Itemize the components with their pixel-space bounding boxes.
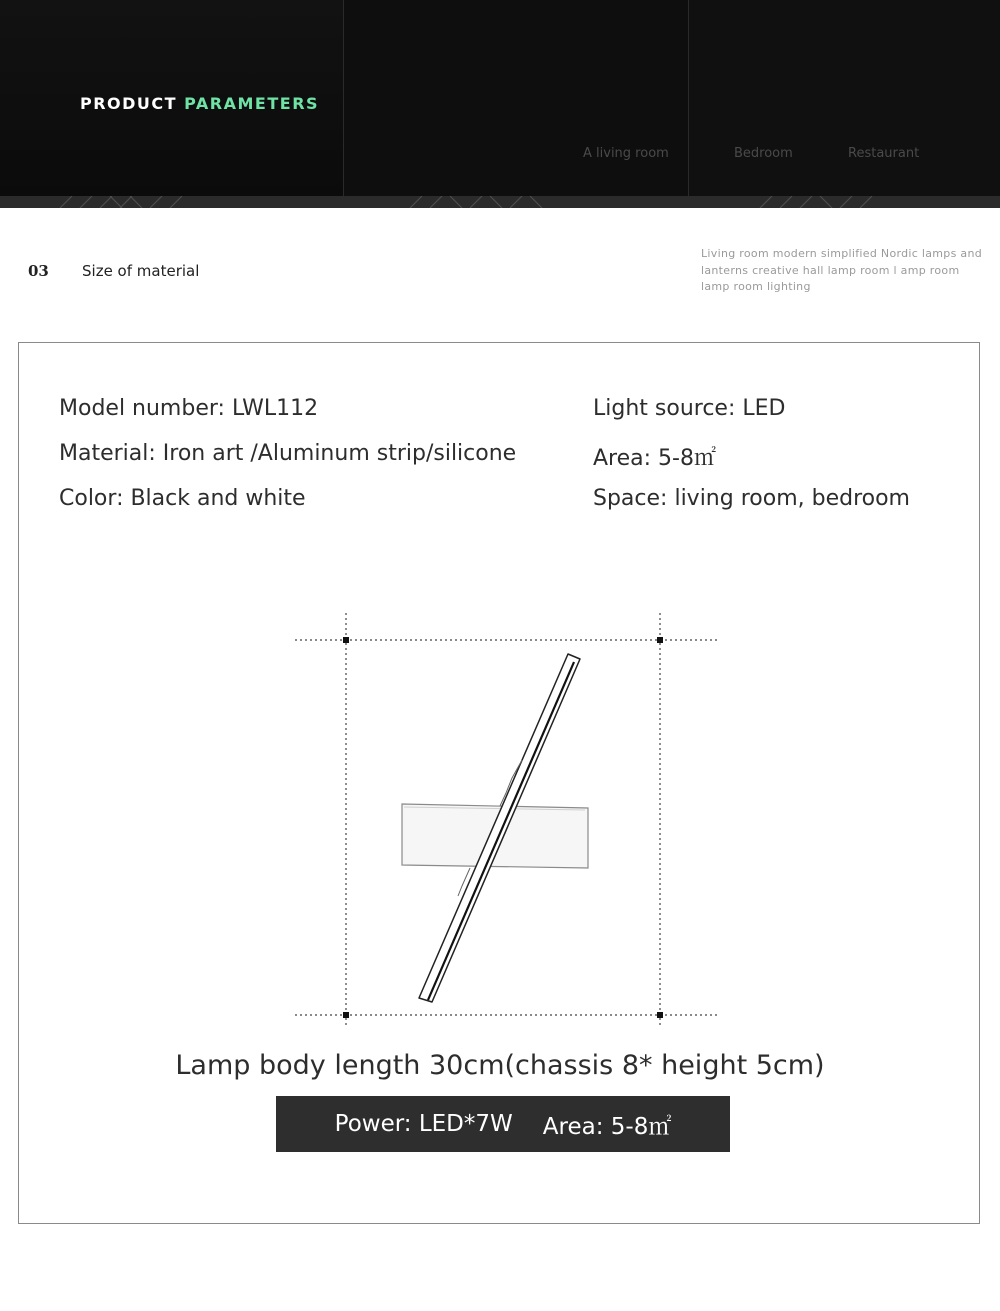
banner-panel <box>344 0 688 196</box>
spec-value: Black and white <box>130 486 306 511</box>
header-banner <box>0 0 1000 196</box>
lamp-dimension-diagram <box>290 610 730 1030</box>
lamp-dimension-caption: Lamp body length 30cm(chassis 8* height 5cm) <box>175 1050 825 1081</box>
spec-value: 5-8㎡ <box>658 446 716 471</box>
spec-label: Color : <box>59 486 130 511</box>
title-word-parameters: PARAMETERS <box>184 94 320 113</box>
title-word-product: PRODUCT <box>80 94 178 113</box>
spec-area <box>593 441 716 472</box>
spec-value: living room, bedroom <box>674 486 910 511</box>
section-title: Size of material <box>82 262 200 280</box>
spec-label: Space : <box>593 486 674 511</box>
spec-value: LED <box>742 396 786 421</box>
spec-value: Iron art /Aluminum strip/silicone <box>162 441 517 466</box>
spec-label: Light source : <box>593 396 742 421</box>
power-label: Power: LED*7W <box>334 1111 513 1137</box>
spec-label: Model number : <box>59 396 232 421</box>
spec-label: Material : <box>59 441 163 466</box>
band-pattern <box>0 196 1000 208</box>
power-bar <box>276 1096 730 1152</box>
section-description: Living room modern simplified Nordic lamps and lanterns creative hall lamp room l amp room lamp room lighting <box>701 247 983 293</box>
tab-restaurant[interactable]: Restaurant <box>848 146 920 161</box>
spec-material <box>59 441 516 466</box>
spec-model-number <box>59 396 318 421</box>
tab-living-room[interactable]: A living room <box>583 146 669 161</box>
banner-panel <box>689 0 1000 196</box>
section-number: 03 <box>28 262 49 280</box>
spec-light-source <box>593 396 785 421</box>
power-area-label: Area: 5-8㎡ <box>542 1113 672 1140</box>
spec-space <box>593 486 910 511</box>
spec-value: LWL112 <box>231 396 319 421</box>
spec-color <box>59 486 306 511</box>
page-title <box>80 94 319 113</box>
tab-bedroom[interactable]: Bedroom <box>734 146 793 161</box>
decorative-band <box>0 196 1000 208</box>
spec-label: Area : <box>593 446 658 471</box>
